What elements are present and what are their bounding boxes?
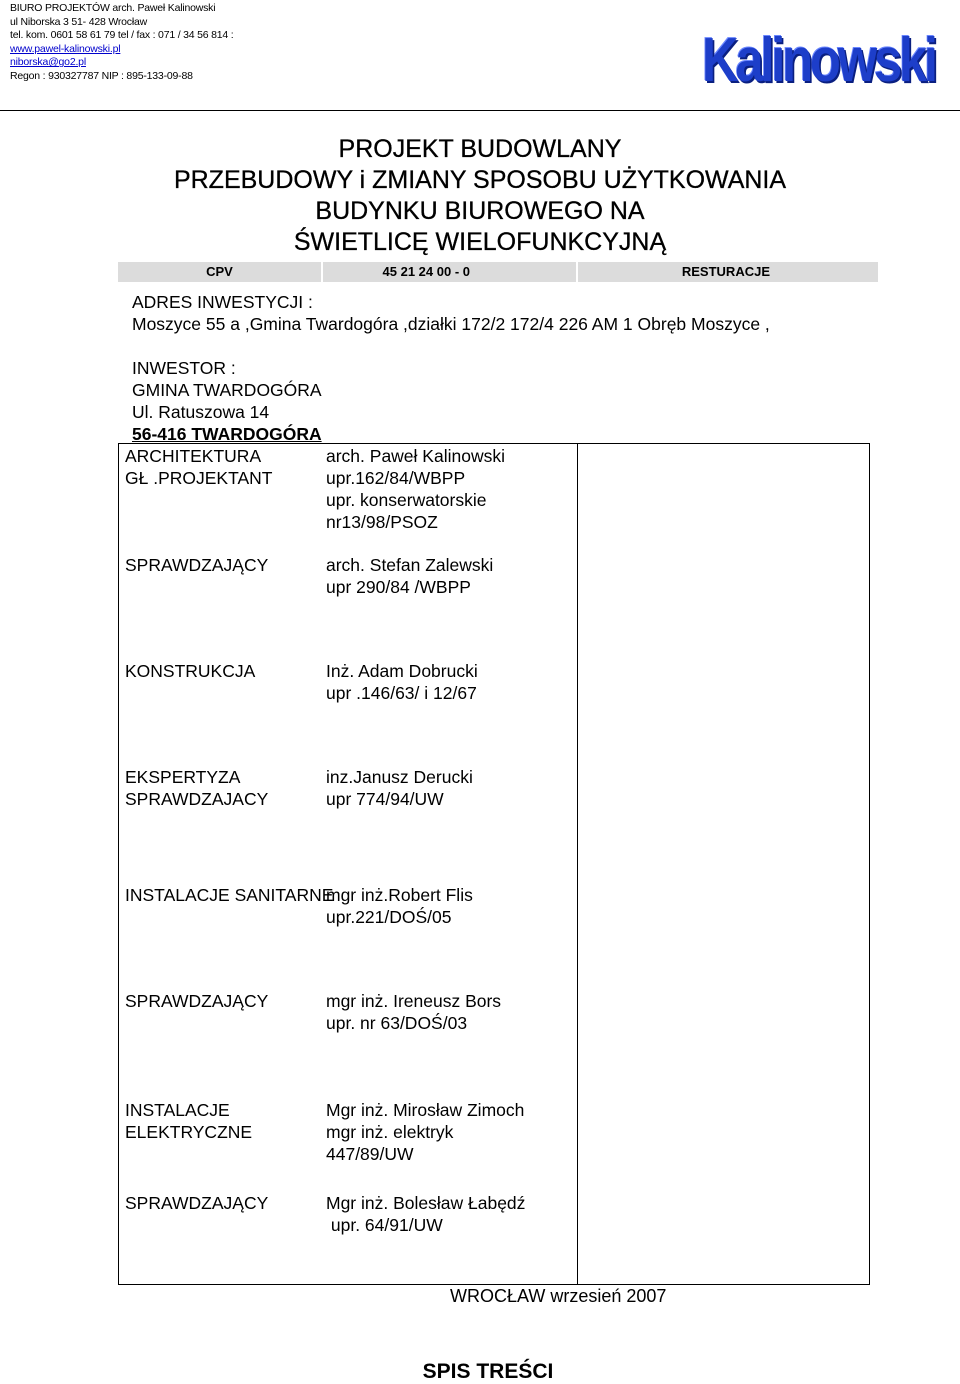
title-line-1: PROJEKT BUDOWLANY xyxy=(338,135,622,163)
cpv-label: CPV xyxy=(118,262,321,282)
checker-2-details xyxy=(326,990,501,1034)
role-checker-2: SPRAWDZAJĄCY xyxy=(125,991,269,1011)
cpv-code-cell xyxy=(323,262,576,282)
header-divider xyxy=(0,110,960,111)
investor-street: Ul. Ratuszowa 14 xyxy=(132,402,270,422)
address-heading: ADRES INWESTYCJI : xyxy=(132,292,313,312)
company-phone: tel. kom. 0601 58 61 79 tel / fax : 071 / 34 56 814 : xyxy=(10,29,234,42)
expert-line2: upr 774/94/UW xyxy=(326,789,444,809)
checker-2-line1: mgr inż. Ireneusz Bors xyxy=(326,991,502,1011)
structure-details xyxy=(326,660,478,704)
role-electric-line1: INSTALACJE xyxy=(125,1100,230,1120)
expert-details xyxy=(326,766,473,810)
role-sanitary: INSTALACJE SANITARNE xyxy=(125,885,334,905)
checker-1-details xyxy=(326,554,493,598)
architect-line1: arch. Paweł Kalinowski xyxy=(326,446,505,466)
cpv-code: 45 21 24 00 - 0 xyxy=(382,264,470,279)
table-of-contents-heading: SPIS TREŚCI xyxy=(422,1360,554,1383)
kalinowski-logo: Kalinowski xyxy=(702,26,935,95)
regon-nip: Regon : 930327787 NIP : 895-133-09-88 xyxy=(10,69,193,82)
architect-line3: upr. konserwatorskie xyxy=(326,490,487,510)
title-line-3: BUDYNKU BIUROWEGO NA xyxy=(315,197,645,225)
electric-line2: mgr inż. elektryk xyxy=(326,1122,454,1142)
address-value: Moszyce 55 a ,Gmina Twardogóra ,działki 172/2 172/4 226 AM 1 Obręb Moszyce , xyxy=(132,314,770,334)
role-checker-1: SPRAWDZAJĄCY xyxy=(125,555,269,575)
role-electric xyxy=(125,1099,252,1143)
electric-details xyxy=(326,1099,524,1165)
sanitary-line2: upr.221/DOŚ/05 xyxy=(326,907,452,927)
investor-heading: INWESTOR : xyxy=(132,358,236,378)
title-line-2: PRZEBUDOWY i ZMIANY SPOSOBU UŻYTKOWANIA xyxy=(173,166,787,194)
architect-line4: nr13/98/PSOZ xyxy=(326,512,438,532)
expert-line1: inz.Janusz Derucki xyxy=(326,767,473,787)
company-address: ul Niborska 3 51- 428 Wrocław xyxy=(10,15,147,28)
email-link[interactable]: niborska@go2.pl xyxy=(10,56,86,69)
design-team-table xyxy=(118,443,870,1285)
architect-details xyxy=(326,445,505,533)
document-title xyxy=(0,134,960,258)
cpv-category-cell xyxy=(578,262,878,282)
checker-1-line2: upr 290/84 /WBPP xyxy=(326,577,471,597)
role-electric-line2: ELEKTRYCZNE xyxy=(125,1122,253,1142)
company-header xyxy=(10,2,233,84)
architect-line2: upr.162/84/WBPP xyxy=(326,468,466,488)
checker-1-line1: arch. Stefan Zalewski xyxy=(326,555,494,575)
sanitary-line1: mgr inż.Robert Flis xyxy=(326,885,473,905)
role-architecture-line1: ARCHITEKTURA xyxy=(125,446,262,466)
structure-line1: Inż. Adam Dobrucki xyxy=(326,661,478,681)
sanitary-details xyxy=(326,884,473,928)
investor-city: 56-416 TWARDOGÓRA xyxy=(132,424,322,444)
role-checker-3: SPRAWDZAJĄCY xyxy=(125,1193,269,1213)
checker-3-details xyxy=(326,1192,525,1236)
website-link[interactable]: www.pawel-kalinowski.pl xyxy=(10,42,121,55)
structure-line2: upr .146/63/ i 12/67 xyxy=(326,683,477,703)
role-architecture-line2: GŁ .PROJEKTANT xyxy=(125,468,273,488)
title-line-4: ŚWIETLICĘ WIELOFUNKCYJNĄ xyxy=(293,228,667,256)
checker-3-line1: Mgr inż. Bolesław Łabędź xyxy=(326,1193,526,1213)
place-date: WROCŁAW wrzesień 2007 xyxy=(450,1286,667,1306)
electric-line1: Mgr inż. Mirosław Zimoch xyxy=(326,1100,525,1120)
role-expert xyxy=(125,766,268,810)
table-divider xyxy=(577,444,578,1284)
investor-name: GMINA TWARDOGÓRA xyxy=(132,380,322,400)
cpv-category: RESTURACJE xyxy=(681,264,770,279)
cpv-bar xyxy=(118,262,878,282)
checker-2-line2: upr. nr 63/DOŚ/03 xyxy=(326,1013,468,1033)
checker-3-line2: upr. 64/91/UW xyxy=(326,1215,443,1235)
role-expert-line1: EKSPERTYZA xyxy=(125,767,241,787)
role-expert-line2: SPRAWDZAJACY xyxy=(125,789,269,809)
company-name: BIURO PROJEKTÓW arch. Paweł Kalinowski xyxy=(10,2,216,14)
role-structure: KONSTRUKCJA xyxy=(125,661,256,681)
electric-line3: 447/89/UW xyxy=(326,1144,414,1164)
role-architecture xyxy=(125,445,272,489)
